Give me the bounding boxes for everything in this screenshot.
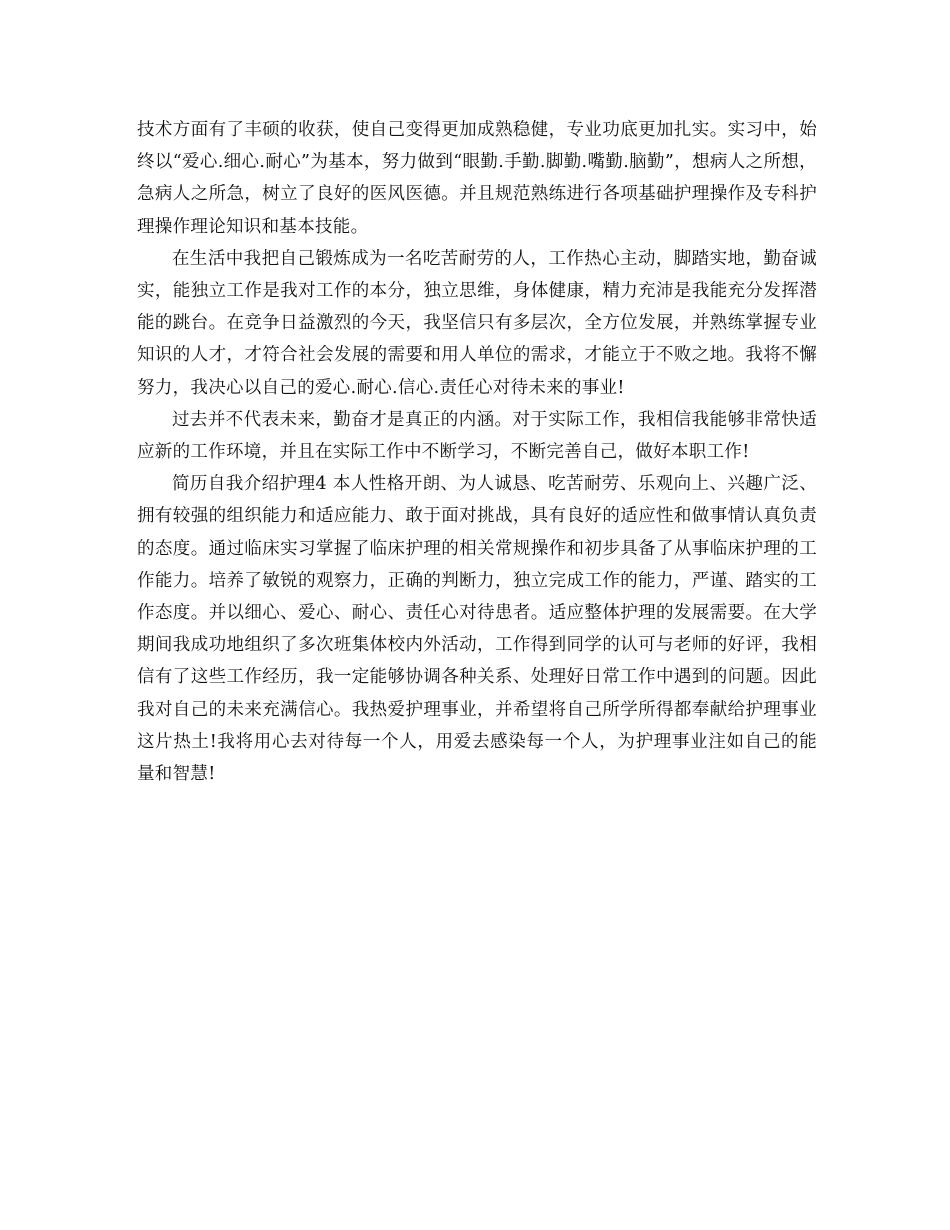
paragraph-2: 在生活中我把自己锻炼成为一名吃苦耐劳的人，工作热心主动，脚踏实地，勤奋诚实，能独立工作是我对工作的本分，独立思维，身体健康，精力充沛是我能充分发挥潜能的跳台。在竞争日益激烈的今天，我坚信只有多层次，全方位发展，并熟练掌握专业知识的人才，才符合社会发展的需要和用人单位的需求，才能立于不败之地。我将不懈努力，我决心以自己的爱心.耐心.信心.责任心对待未来的事业!: [137, 248, 817, 398]
document-body: [137, 114, 817, 790]
paragraph-4: 简历自我介绍护理4 本人性格开朗、为人诚恳、吃苦耐劳、乐观向上、兴趣广泛、拥有较强的组织能力和适应能力、敢于面对挑战，具有良好的适应性和做事情认真负责的态度。通过临床实习掌握了临床护理的相关常规操作和初步具备了从事临床护理的工作能力。培养了敏锐的观察力，正确的判断力，独立完成工作的能力，严谨、踏实的工作态度。并以细心、爱心、耐心、责任心对待患者。适应整体护理的发展需要。在大学期间我成功地组织了多次班集体校内外活动，工作得到同学的认可与老师的好评，我相信有了这些工作经历，我一定能够协调各种关系、处理好日常工作中遇到的问题。因此我对自己的未来充满信心。我热爱护理事业，并希望将自己所学所得都奉献给护理事业这片热土!我将用心去对待每一个人，用爱去感染每一个人，为护理事业注如自己的能量和智慧!: [137, 474, 817, 785]
paragraph-1: 技术方面有了丰硕的收获，使自己变得更加成熟稳健，专业功底更加扎实。实习中，始终以“爱心.细心.耐心”为基本，努力做到“眼勤.手勤.脚勤.嘴勤.脑勤”，想病人之所想，急病人之所急，树立了良好的医风医德。并且规范熟练进行各项基础护理操作及专科护理操作理论知识和基本技能。: [137, 120, 817, 237]
paragraph-3: 过去并不代表未来，勤奋才是真正的内涵。对于实际工作，我相信我能够非常快适应新的工作环境，并且在实际工作中不断学习，不断完善自己，做好本职工作!: [137, 409, 817, 463]
